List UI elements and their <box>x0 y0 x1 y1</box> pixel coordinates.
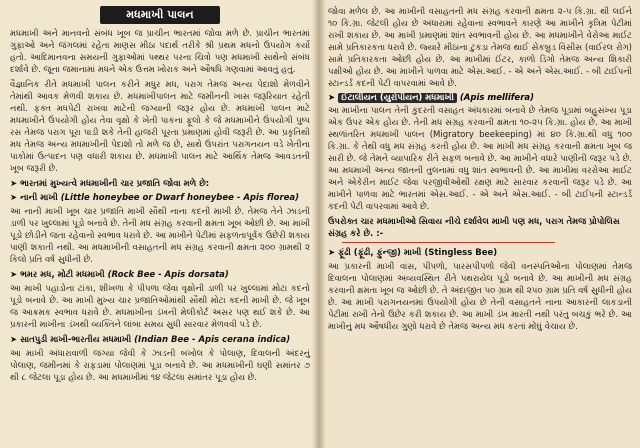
species-text-4: આ માખીના પાલન તેની કુદરતી વસાહત અંધકારમાં બનાવે છે તેમજ પૂડામાં બહુસંખ્ય પૂડા એક ઉપર એક હોય છે. તેની મધ સંગ્રહ કરવાની ક્ષમતા ૧૦-૨૫ કિ.ગ્રા. હોય છે. આ માખી સ્થળાંતરિત મધમાખી પાલન (Migratory beekeeping) માં ૪૦ કિ.ગ્રા.થી વધુ ૧૦૦ કિ.ગ્રા. કે તેથી વધુ મધ સંગ્રહ કરતી હોય છે. આ માખી મધ સંગ્રહ કરવાની ક્ષમતા ખૂબ જ સારી છે. જે તેમને વ્યાપારિક રીતે સફળ બનાવે છે. આ માખીને વધારે પાણીની જરૂર પડે છે. આ મધમાખી અન્ય જાતની તુલનામાં વધુ શાંત સ્વભાવની છે. આ માખીમાં વરરોઆ માઈટ અને એકેરીન માઈટ જેવા પરજીવીઓથી રક્ષણ માટે સારવાર કરવાની જરૂર પડે છે. આ માખીને પાળવા માટે ભારતમાં એસ.આઈ. - એ અને એસ.આઈ. - બી ટાઈપની સ્ટાન્ડર્ડ કદની પેટી વાપરવામાં આવે છે. <box>328 106 632 212</box>
species-subtitle <box>10 178 310 190</box>
species-heading-4 <box>328 93 632 103</box>
right-page <box>318 0 640 448</box>
beekeeping-paragraph: વૈજ્ઞાનિક રીતે મધમાખી પાલન કરીને મધુર મધ, પરાગ તેમજ અન્ય પેદાશો મેળવીને તેમાંથી આવક મેળવી શકાય છે. મધમાખીપાલન માટે જમીનની ખાસ જરૂરિયાત રહેતી નથી. ફક્ત મધપેટી રાખવા માટેની જગ્યાની જરૂર હોય છે. મધમાખી પાલન માટે મધમાખીને ઉપયોગી હોય તેવા વૃક્ષો કે ખેતી પાકના ફૂલો કે જે મધમાખીને ઉપયોગી પુષ્પ રસ તેમજ પરાગ પૂરા પાડી શકે તેની હાજરી પૂરતા પ્રમાણમાં હોવી જરૂરી છે. આ પ્રકૃતિથી મધ તેમજ અન્ય મધમાખીની પેદાશો તો મળે જ છે, સાથે ઉપરાંત પરાગનયન વડે ખેતીના પાકોમાં ઉત્પાદન પણ વધારી શકાય છે. મધમાખી પાલન માટે આર્થિક તેમજ આવડતની ખૂબ જરૂરી છે. <box>10 80 310 174</box>
species-text-2: આ માખી પહાડોના ટાંકા, શીખળા કે પીપળા જેવા વૃક્ષોની ડાળી પર ખુલ્લામાં મોટા કદનો પૂડો બનાવે છે. આ માખી મુખ્ય ચાર પ્રજાતિઓમાંથી સૌથી મોટા કદની માખી છે. જે ખૂબ જ આક્રમક સ્વભાવ ધરાવે છે. મધમાખીના ડંખની મેલીકોર્ટ અસર પણ થઈ શકે છે. આ પ્રકારની માખીના ડંખથી વ્યક્તિને લાંબા સમય સુધી સારવાર મેળવવી પડે છે. <box>10 284 310 330</box>
species-subtitle-text: ભારતમાં મુખ્યત્વે મધમાખીની ચાર પ્રજાતિ જોવા મળે છે: <box>20 179 210 189</box>
species-text-5: આ પ્રકારની માખી વાંસ, પીપળો, પારસપીપળો જેવી વનસ્પતિઓના પોલાણમાં તેમજ દિવાલના પોલાણમાં અવ્યવસ્થિત રીતે પથરાયેલ પૂડો બનાવે છે. આ માખીની મધ સંગ્રહ કરવાની ક્ષમતા ખૂબ જ ઓછી છે. તે અંદાજીત ૫૦ ગ્રામ થી ૨૫૦ ગ્રામ પ્રતિ વર્ષ સુધીની હોય છે. આ માખી પરાગનયનમાં ઉપયોગી હોય છે તેની વસાહતને નાના આકારની લાકડાની પેટીમાં રાખી તેનો ઉછેર કરી શકાય છે. આ માખી ડંખ મારતી નથી પરંતુ બચકું ભરે છે. આ માખીનું મધ ઔષધીય ગુણો ધરાવે છે તેમજ અન્ય મધ કરતાં મોંઘું વેચાય છે. <box>328 262 632 332</box>
arrow-icon: ➤ <box>10 193 18 203</box>
species-latin: (Stingless Bee) <box>424 248 498 258</box>
species-latin: (Indian Bee - Apis cerana indica) <box>134 335 291 345</box>
species-name: નાની માખી <box>20 193 58 203</box>
left-page <box>0 0 318 448</box>
species-name: ફૂંઢી (ફૂંઢી, ફુંન્જી) માખી <box>338 248 422 258</box>
species-latin: (Apis mellifera) <box>459 93 535 103</box>
species-name: સાતપુડી માખી-ભારતીય મધમાખી <box>20 335 132 345</box>
book-gutter <box>312 0 326 448</box>
other-bees-note: ઉપરોક્ત ચાર મધમાખીઓ સિવાય નીચે દર્શાવેલ માખી પણ મધ, પરાગ તેમજ પ્રોપોલિસ સંગ્રહ કરે છે. :- <box>328 217 620 239</box>
species-name: ઈટાલીયન (યુરોપીયન) મધમાખી <box>338 93 457 103</box>
species-heading-3 <box>10 334 310 346</box>
page-title: મધમાખી પાલન <box>100 6 220 24</box>
species-latin: (Rock Bee - Apis dorsata) <box>107 270 229 280</box>
species-latin: (Little honeybee or Dwarf honeybee - Apis florea) <box>60 193 300 203</box>
divider <box>342 242 555 243</box>
species-name: ભમર મધ, મોટી મધમાખી <box>20 270 105 280</box>
species-heading-5 <box>328 247 632 259</box>
arrow-icon: ➤ <box>10 335 18 345</box>
species-text-3: આ માખી અંધારાવાળી જગ્યા જેવી કે ઝાડની બખોલ કે પોલાણ, દિવાલની અંદરનું પોલાણ, જમીનમાં કે રાફડામાં પોલાણમાં પૂડા બનાવે છે. આ મધમાખીની ઘણી સમાંતર ૭ થી ૮ જેટલા પૂડા હોય છે. આ મધમાખીમાં ૧૪ જેટલા સમાંતર પૂડા હોય છે. <box>10 349 310 383</box>
species-text-1: આ નાની માખી ખૂબ ચાર પ્રજાતિ માખી સૌથી નાના કદની માખી છે. તેમજ તેને ઝાડની ડાળી પર ખુલ્લામાં પૂડો બનાવે છે. તેની મધ સંગ્રહ કરવાની ક્ષમતા ખૂબ ઓછી છે. આ માખી પૂડો છોડીને જતા રહેવાનો સ્વભાવ ધરાવે છે. આ માખીને પેટીમાં સફળતાપૂર્વક ઉછેરી શકાય પાણી શકાતી નથી. આ મધમાખીની વસાહતની મધ સંગ્રહ કરવાની ક્ષમતા ૨૦૦ ગ્રામથી ૨ કિલો પ્રતિ વર્ષ સુધીની છે. <box>10 207 310 265</box>
arrow-icon: ➤ <box>10 270 18 280</box>
arrow-icon: ➤ <box>10 179 18 189</box>
intro-paragraph: મધમાખી અને માનવનો સંબંધ ખૂબ જ પ્રાચીન ભારતમાં જોવા મળે છે. પ્રાચીન ભારતમાં ગુફાઓ અને જંગલમાં રહેતા માણસ મીઠા પદાર્થ તરીકે શ્રી પ્રથમ મધનો ઉપયોગ કર્યો હતો. આદિમાનવના સમયની ગુફાઓમાં પથ્થર પરના ચિત્રો પણ મધમાખી સાથેનો સંબંધ દર્શાવે છે. જૂના જમાનામાં મધને એક ઉત્તમ ખોરાક અને ઔષધિ ગણવામાં આવતું હતું. <box>10 29 310 75</box>
arrow-icon: ➤ <box>328 93 336 103</box>
species-heading-2 <box>10 269 310 281</box>
continued-paragraph: જોવા મળેલ છે. આ માખીની વસાહતની મધ સંગ્રહ કરવાની ક્ષમતા ૨-૫ કિ.ગ્રા. થી લઈને ૧૦ કિ.ગ્રા. જેટલી હોય છે અંધારામાં રહેવાના સ્વભાવને કારણે આ માખીને કૃત્રિમ પેટીમાં રાખી શકાય છે. આ માખી પ્રમાણમાં શાંત સ્વભાવની હોય છે. આ મધમાખીને વેરોઆ માઈટ સામે પ્રતિકારકતા ધરાવે છે. જ્યારે મીઠાના ટુકડા તેમજ થાઈ સેકબ્રુડ વિસીસ (વાઈરલ રોગ) સામે પ્રતિકારકતા ઓછી હોય છે. આ માખીમાં ઈંટર, કાળો ડિંગો તેમજ અન્ય શિકારી પક્ષીઓ હોય છે. આ માખીને પાળવા માટે એસ.આઈ. - એ અને એસ.આઈ. - બી ટાઈપની સ્ટાન્ડર્ડ કદની પેટી વાપરવામાં આવે છે. <box>328 7 632 89</box>
arrow-icon: ➤ <box>328 248 336 258</box>
species-heading-1 <box>10 192 310 204</box>
